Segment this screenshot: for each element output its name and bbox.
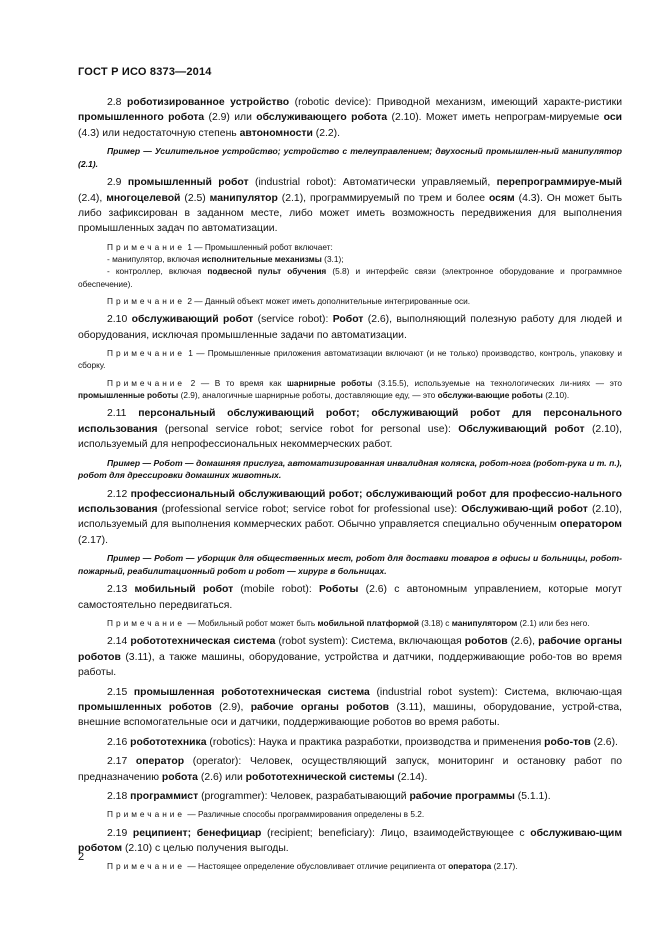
- note-2-13: Примечание — Мобильный робот может быть мобильной платформой (3.18) с манипулятором (2.1) или без него.: [107, 617, 590, 628]
- definition-2-10: 2.10 обслуживающий робот (service robot): Робот (2.6), выполняющий полезную работу для людей и оборудования, исключая промышленные задачи по автоматизации.: [78, 314, 622, 341]
- note-2-10-1: Примечание 1 — Промышленные приложения автоматизации включают (и не только) производство, контроль, упаковку и сборку.: [78, 348, 622, 371]
- term: мобильный робот: [134, 584, 234, 596]
- note-2-18: Примечание — Различные способы программирования определены в 5.2.: [107, 809, 425, 820]
- standard-header: ГОСТ Р ИСО 8373—2014: [78, 66, 212, 78]
- note-2-10-2: Примечание 2 — В то время как шарнирные роботы (3.15.5), используемые на технологических ли-ниях — это промышленные роботы (2.9), аналогичные шарнирные роботы, доставляющие еду, — это обслужи-вающие роботы (2.10).: [78, 377, 622, 401]
- definition-2-16: 2.16 робототехника (robotics): Наука и практика разработки, производства и применения робо-тов (2.6).: [107, 736, 618, 748]
- definition-2-13: 2.13 мобильный робот (mobile robot): Роботы (2.6) с автономным управлением, которые могут самостоятельно передвигаться.: [78, 584, 622, 611]
- term: программист: [130, 790, 199, 802]
- term: промышленный робот: [127, 177, 249, 189]
- term: роботизированное устройство: [127, 97, 290, 108]
- definition-2-11: 2.11 персональный обслуживающий робот; обслуживающий робот для персонального использования (personal service robot; service robot for personal use): Обслуживающий робот (2.10), используемый для непрофессиональных некоммерческих работ.: [78, 408, 622, 451]
- definition-2-8: 2.8 роботизированное устройство (robotic device): Приводной механизм, имеющий характе-ристики промышленного робота (2.9) или обслуживающего робота (2.10). Может иметь непрограм-мируемые оси (4.3) или недостаточную степень автономности (2.2).: [78, 97, 622, 139]
- example-2-11: Пример — Робот — домашняя прислуга, автоматизированная инвалидная коляска, робот-нога (робот-рука и т. п.), робот для дрессировки домашних животных.: [78, 457, 622, 481]
- content-body: [78, 95, 622, 878]
- term: робототехника: [130, 736, 207, 748]
- term: промышленная робототехническая система: [133, 686, 370, 698]
- page-number: 2: [78, 851, 85, 863]
- note-list-item: - контроллер, включая подвесной пульт обучения (5.8) и интерфейс связи (электронное оборудование и программное обеспечение).: [78, 266, 622, 289]
- definition-2-18: 2.18 программист (programmer): Человек, разрабатывающий рабочие программы (5.1.1).: [107, 790, 551, 802]
- definition-2-17: 2.17 оператор (operator): Человек, осуществляющий запуск, мониторинг и остановку работ по предназначению робота (2.6) или робототехнической системы (2.14).: [78, 756, 622, 783]
- definition-2-12: 2.12 профессиональный обслуживающий робот; обслуживающий робот для профессио-нального использования (professional service robot; service robot for professional use): Обслуживаю-щий робот (2.10), используемый для выполнения коммерческих работ. Обычно управляется специально обученным оператором (2.17).: [78, 488, 623, 546]
- note-list-item: - манипулятор, включая исполнительные механизмы (3.1);: [107, 254, 344, 265]
- term: профессиональный обслуживающий робот; обслуживающий робот для профессио-нального использования: [78, 488, 623, 515]
- term: обслуживающий робот: [131, 314, 254, 326]
- term: робототехническая система: [130, 636, 276, 648]
- note-2-9-1: Примечание 1 — Промышленный робот включает:: [107, 241, 333, 252]
- definition-2-9: 2.9 промышленный робот (industrial robot): Автоматически управляемый, перепрограммируе-мый (2.4), многоцелевой (2.5) манипулятор (2.1), программируемый по трем и более осям (4.3). Он может быть либо зафиксирован в заданном месте, либо может иметь возможность передвижения для выполнения промышленных задач по автоматизации.: [78, 177, 623, 235]
- example-2-12: Пример — Робот — уборщик для общественных мест, робот для доставки товаров в офисы и больницы, робот-пожарный, реабилитационный робот и робот — хирург в больницах.: [78, 553, 622, 576]
- definition-2-19: 2.19 реципиент; бенефициар (recipient; beneficiary): Лицо, взаимодействующее с обслуживаю-щим роботом (2.10) с целью получения выгоды.: [78, 827, 623, 855]
- definition-2-14: 2.14 робототехническая система (robot system): Система, включающая роботов (2.6), рабочие органы роботов (3.11), а также машины, оборудование, устройства и датчики, поддерживающие робо-тов во время работы.: [78, 636, 622, 679]
- term: оператор: [135, 756, 185, 768]
- definition-2-15: 2.15 промышленная робототехническая система (industrial robot system): Система, включаю-щая промышленных роботов (2.9), рабочие органы роботов (3.11), машины, оборудование, устрой-ства, внешние вспомогательные оси и датчики, поддерживающие роботов во время работы.: [78, 686, 623, 729]
- term: персональный обслуживающий робот; обслуживающий робот для персонального использования: [78, 408, 622, 435]
- example-2-8: Пример — Усилительное устройство; устройство с телеуправлением; двухосный промышлен-ный манипулятор (2.1).: [78, 146, 622, 169]
- note-2-9-2: Примечание 2 — Данный объект может иметь дополнительные интегрированные оси.: [107, 296, 471, 307]
- term: реципиент; бенефициар: [132, 827, 262, 839]
- note-2-19: Примечание — Настоящее определение обусловливает отличие реципиента от оператора (2.17).: [107, 861, 518, 872]
